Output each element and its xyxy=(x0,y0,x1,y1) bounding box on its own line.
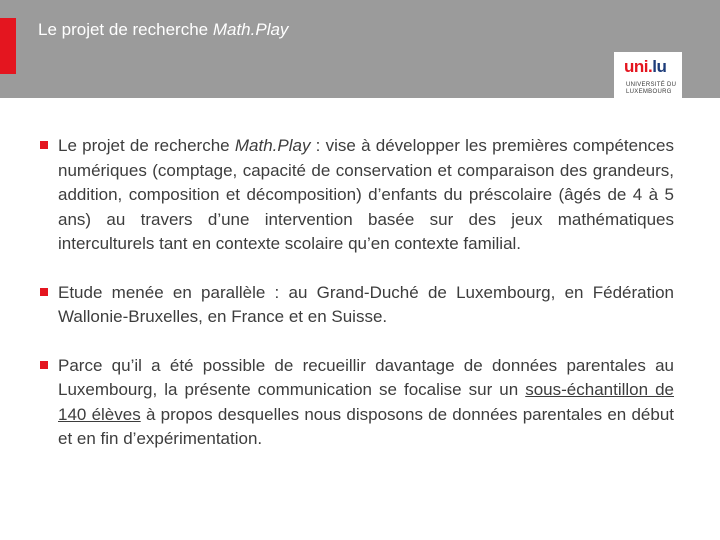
logo-caption xyxy=(626,82,676,96)
bullet-underlined-text: sous-échantillon de 140 élèves xyxy=(58,380,674,424)
bullet-square-icon xyxy=(40,141,48,149)
bullet-text: Etude menée en parallèle : au Grand-Duché de Luxembourg, en Fédération Wallonie-Bruxelles, en France et en Suisse. xyxy=(58,282,674,326)
logo-wordmark xyxy=(624,58,666,76)
slide-header xyxy=(0,0,720,98)
logo-caption-line2: LUXEMBOURG xyxy=(626,89,672,95)
slide-body xyxy=(38,134,674,476)
slide-title xyxy=(38,19,288,41)
slide-title-prefix: Le projet de recherche xyxy=(38,20,213,39)
logo-wordmark-uni: uni. xyxy=(624,57,653,76)
bullet-square-icon xyxy=(40,361,48,369)
university-logo xyxy=(614,52,682,100)
bullet-text: à propos desquelles nous disposons de données parentales en début et en fin d’expérimentation. xyxy=(58,404,674,448)
bullet-emphasis: Math.Play xyxy=(234,136,311,155)
bullet-square-icon xyxy=(40,288,48,296)
bullet-text: : vise à développer les premières compétences numériques (comptage, capacité de conservation et comparaison des grandeurs, addition, composition et décomposition) d’enfants du préscolaire (âgés de 4 à 5 ans) au travers d’une intervention basée sur des jeux mathématiques interculturels tant en contexte scolaire qu’en contexte familial. xyxy=(58,136,674,253)
logo-wordmark-lu: lu xyxy=(652,57,667,76)
bullet-item xyxy=(38,281,674,330)
bullet-item xyxy=(38,354,674,452)
accent-bar xyxy=(0,18,16,74)
slide-title-emphasis: Math.Play xyxy=(212,20,289,39)
logo-caption-line1: UNIVERSITÉ DU xyxy=(626,82,677,88)
bullet-text: Parce qu’il a été possible de recueillir davantage de données parentales au Luxembourg, la présente communication se focalise sur un xyxy=(58,355,674,399)
bullet-text: Le projet de recherche xyxy=(58,136,235,155)
bullet-item xyxy=(38,134,674,257)
